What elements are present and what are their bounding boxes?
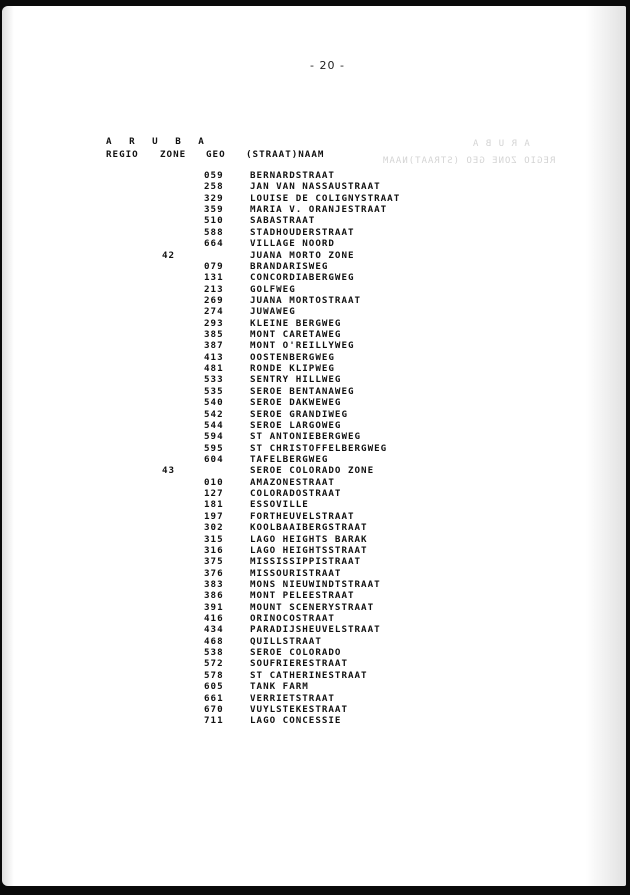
column-header-naam: (STRAAT)NAAM [246,149,325,160]
street-name-cell: FORTHEUVELSTRAAT [250,510,355,522]
table-row [2,511,602,523]
table-row [2,431,602,443]
street-name-cell: PARADIJSHEUVELSTRAAT [250,624,381,636]
geo-cell: 385 [204,329,224,341]
table-row [2,420,602,432]
street-name-cell: MISSISSIPPISTRAAT [250,556,362,568]
geo-cell: 588 [204,226,224,238]
street-name-cell: OOSTENBERGWEG [250,351,335,363]
geo-cell: 594 [204,431,224,443]
table-row [2,488,602,500]
street-name-cell: MISSOURISTRAAT [250,567,342,579]
geo-cell: 383 [204,578,224,590]
table-row [2,352,602,364]
street-name-cell: MONT O'REILLYWEG [250,340,355,352]
column-header-geo: GEO [206,149,226,160]
geo-cell: 533 [204,374,224,386]
street-name-cell: SEROE DAKWEWEG [250,397,342,409]
geo-cell: 510 [204,215,224,227]
table-row [2,568,602,580]
table-row [2,386,602,398]
street-name-cell: VERRIETSTRAAT [250,692,335,704]
street-name-cell: COLORADOSTRAAT [250,488,342,500]
table-row [2,681,602,693]
table-row [2,613,602,625]
table-row [2,193,602,205]
document-page [2,6,626,886]
table-row [2,181,602,193]
geo-cell: 578 [204,669,224,681]
table-row [2,272,602,284]
column-header-zone: ZONE [160,149,187,160]
geo-cell: 538 [204,647,224,659]
street-name-cell: MARIA V. ORANJESTRAAT [250,204,388,216]
street-name-cell: VUYLSTEKESTRAAT [250,703,348,715]
geo-cell: 664 [204,238,224,250]
geo-cell: 535 [204,385,224,397]
table-row [2,170,602,182]
geo-cell: 329 [204,192,224,204]
geo-cell: 131 [204,272,224,284]
column-header-regio: REGIO [106,149,139,160]
geo-cell: 213 [204,283,224,295]
street-name-cell: RONDE KLIPWEG [250,363,335,375]
table-row [2,704,602,716]
street-name-cell: TANK FARM [250,681,309,693]
table-row [2,409,602,421]
table-row [2,397,602,409]
street-name-cell: CONCORDIABERGWEG [250,272,355,284]
table-row [2,318,602,330]
geo-cell: 413 [204,351,224,363]
street-name-cell: LAGO CONCESSIE [250,715,342,727]
street-name-cell: QUILLSTRAAT [250,635,322,647]
geo-cell: 604 [204,454,224,465]
table-row [2,499,602,511]
geo-cell: 181 [204,499,224,511]
table-row [2,443,602,455]
street-name-cell: MOUNT SCENERYSTRAAT [250,601,375,613]
table-row [2,250,602,262]
street-name-cell: SEROE BENTANAWEG [250,385,355,397]
street-name-cell: SEROE GRANDIWEG [250,408,348,420]
street-name-cell: GOLFWEG [250,283,296,295]
street-name-cell: JAN VAN NASSAUSTRAAT [250,181,381,193]
geo-cell: 711 [204,715,224,727]
street-name-cell: LAGO HEIGHTSSTRAAT [250,544,368,556]
street-name-cell: LOUISE DE COLIGNYSTRAAT [250,192,401,204]
geo-cell: 391 [204,601,224,613]
table-row [2,579,602,591]
geo-cell: 315 [204,533,224,545]
street-name-cell: MONT CARETAWEG [250,329,342,341]
geo-cell: 269 [204,294,224,306]
street-name-cell: ST CATHERINESTRAAT [250,669,368,681]
bleed-through-text: REGIO ZONE GEO (STRAAT)NAAM [382,156,556,166]
table-row [2,545,602,557]
street-name-cell: ESSOVILLE [250,499,309,511]
country-heading: A R U B A [106,136,210,147]
street-name-cell: ST ANTONIEBERGWEG [250,431,362,443]
geo-cell: 258 [204,181,224,193]
geo-cell: 387 [204,340,224,352]
table-row [2,602,602,614]
geo-cell: 416 [204,613,224,625]
geo-cell: 542 [204,408,224,420]
geo-cell: 274 [204,306,224,318]
street-name-cell: SOUFRIERESTRAAT [250,658,348,670]
street-name-cell: SEROE COLORADO ZONE [250,465,375,477]
table-row [2,454,602,466]
geo-cell: 059 [204,170,224,181]
street-name-cell: BERNARDSTRAAT [250,170,335,181]
street-name-cell: STADHOUDERSTRAAT [250,226,355,238]
geo-cell: 127 [204,488,224,500]
geo-cell: 316 [204,544,224,556]
street-name-cell: SEROE COLORADO [250,647,342,659]
geo-cell: 434 [204,624,224,636]
geo-cell: 359 [204,204,224,216]
table-row [2,477,602,489]
table-row [2,329,602,341]
geo-cell: 481 [204,363,224,375]
geo-cell: 605 [204,681,224,693]
street-name-cell: SENTRY HILLWEG [250,374,342,386]
table-row [2,204,602,216]
geo-cell: 197 [204,510,224,522]
geo-cell: 544 [204,419,224,431]
table-row [2,534,602,546]
street-name-cell: MONS NIEUWINDTSTRAAT [250,578,381,590]
geo-cell: 670 [204,703,224,715]
geo-cell: 079 [204,260,224,272]
geo-cell: 540 [204,397,224,409]
table-row [2,556,602,568]
street-name-cell: SABASTRAAT [250,215,316,227]
table-row [2,261,602,273]
geo-cell: 386 [204,590,224,602]
geo-cell: 375 [204,556,224,568]
page-number: - 20 - [310,59,345,72]
geo-cell: 661 [204,692,224,704]
street-name-cell: ST CHRISTOFFELBERGWEG [250,442,388,454]
zone-cell: 43 [162,465,176,477]
bleed-through-text: A R U B A [472,139,530,149]
street-name-cell: MONT PELEESTRAAT [250,590,355,602]
table-row [2,374,602,386]
street-name-cell: VILLAGE NOORD [250,238,335,250]
table-row [2,215,602,227]
table-row [2,636,602,648]
table-row [2,658,602,670]
table-row [2,363,602,375]
street-name-cell: JUANA MORTO ZONE [250,249,355,261]
geo-cell: 572 [204,658,224,670]
table-row [2,340,602,352]
street-name-cell: BRANDARISWEG [250,260,329,272]
table-row [2,306,602,318]
table-row [2,227,602,239]
table-row [2,590,602,602]
table-row [2,465,602,477]
table-row [2,647,602,659]
geo-cell: 293 [204,317,224,329]
street-name-cell: SEROE LARGOWEG [250,419,342,431]
table-row [2,670,602,682]
table-row [2,624,602,636]
zone-cell: 42 [162,249,176,261]
table-row [2,715,602,727]
street-name-cell: AMAZONESTRAAT [250,476,335,488]
street-name-cell: TAFELBERGWEG [250,454,329,465]
street-name-cell: JUWAWEG [250,306,296,318]
street-name-cell: JUANA MORTOSTRAAT [250,294,362,306]
geo-cell: 302 [204,522,224,534]
table-row [2,284,602,296]
street-name-cell: KOOLBAAIBERGSTRAAT [250,522,368,534]
geo-cell: 468 [204,635,224,647]
table-row [2,522,602,534]
table-row [2,693,602,705]
table-row [2,295,602,307]
street-name-cell: KLEINE BERGWEG [250,317,342,329]
street-name-cell: LAGO HEIGHTS BARAK [250,533,368,545]
street-name-cell: ORINOCOSTRAAT [250,613,335,625]
geo-cell: 010 [204,476,224,488]
geo-cell: 376 [204,567,224,579]
table-row [2,238,602,250]
geo-cell: 595 [204,442,224,454]
